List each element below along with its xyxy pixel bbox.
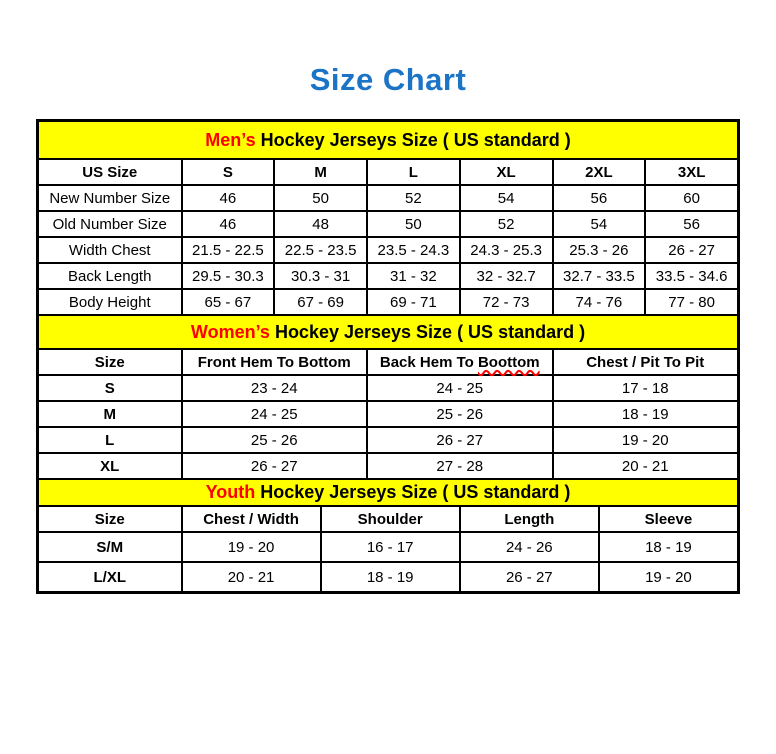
- table-cell: 19 - 20: [599, 562, 738, 592]
- table-cell: 25 - 26: [182, 427, 368, 453]
- table-cell: 26 - 27: [460, 562, 599, 592]
- table-cell: 18 - 19: [599, 532, 738, 562]
- table-cell: 24.3 - 25.3: [460, 237, 553, 263]
- table-cell: 19 - 20: [553, 427, 739, 453]
- table-cell: 50: [274, 185, 367, 211]
- table-cell: 16 - 17: [321, 532, 460, 562]
- table-cell: 46: [182, 185, 275, 211]
- table-cell: 23.5 - 24.3: [367, 237, 460, 263]
- mens-size-table: [37, 158, 739, 316]
- table-row: [38, 453, 738, 479]
- table-cell: 50: [367, 211, 460, 237]
- table-cell: 74 - 76: [553, 289, 646, 315]
- table-cell: 20 - 21: [553, 453, 739, 479]
- table-cell: 32 - 32.7: [460, 263, 553, 289]
- table-cell: 52: [367, 185, 460, 211]
- column-header: XL: [460, 159, 553, 185]
- table-cell: 60: [645, 185, 738, 211]
- table-row: [38, 375, 738, 401]
- table-cell: 22.5 - 23.5: [274, 237, 367, 263]
- table-row: [38, 562, 738, 592]
- table-cell: 26 - 27: [645, 237, 738, 263]
- mens-section: [37, 120, 739, 316]
- table-cell: 23 - 24: [182, 375, 368, 401]
- table-row: [38, 427, 738, 453]
- table-cell: 69 - 71: [367, 289, 460, 315]
- column-header: 3XL: [645, 159, 738, 185]
- column-header: S: [182, 159, 275, 185]
- table-row: [38, 532, 738, 562]
- row-label: XL: [38, 453, 182, 479]
- row-label: L: [38, 427, 182, 453]
- table-cell: 67 - 69: [274, 289, 367, 315]
- womens-banner-text: Hockey Jerseys Size ( US standard ): [269, 321, 586, 342]
- column-header: Back Hem To Boottom: [367, 349, 553, 375]
- column-header: 2XL: [553, 159, 646, 185]
- table-cell: 29.5 - 30.3: [182, 263, 275, 289]
- column-header: Chest / Width: [182, 506, 321, 532]
- page-title: Size Chart: [309, 62, 467, 97]
- column-header: Shoulder: [321, 506, 460, 532]
- youth-section-banner: [37, 478, 739, 507]
- table-row: [38, 263, 738, 289]
- table-cell: 19 - 20: [182, 532, 321, 562]
- table-cell: 26 - 27: [367, 427, 553, 453]
- table-cell: 24 - 26: [460, 532, 599, 562]
- header-row: [38, 159, 738, 185]
- table-cell: 72 - 73: [460, 289, 553, 315]
- column-header: Sleeve: [599, 506, 738, 532]
- table-cell: 32.7 - 33.5: [553, 263, 646, 289]
- table-cell: 77 - 80: [645, 289, 738, 315]
- table-cell: 21.5 - 22.5: [182, 237, 275, 263]
- row-label: Back Length: [38, 263, 182, 289]
- youth-section: [37, 478, 739, 593]
- table-row: [38, 237, 738, 263]
- row-label: Body Height: [38, 289, 182, 315]
- column-header: Size: [38, 506, 182, 532]
- table-row: [38, 211, 738, 237]
- column-header: Chest / Pit To Pit: [553, 349, 739, 375]
- table-cell: 65 - 67: [182, 289, 275, 315]
- column-header: M: [274, 159, 367, 185]
- table-cell: 18 - 19: [553, 401, 739, 427]
- table-cell: 18 - 19: [321, 562, 460, 592]
- misspelled-word: Boottom: [477, 353, 540, 371]
- table-row: [38, 289, 738, 315]
- table-cell: 52: [460, 211, 553, 237]
- size-chart: [36, 119, 740, 594]
- youth-banner-highlight: Youth: [205, 482, 256, 502]
- row-label: M: [38, 401, 182, 427]
- row-label: S/M: [38, 532, 182, 562]
- table-cell: 54: [553, 211, 646, 237]
- youth-banner-text: Hockey Jerseys Size ( US standard ): [255, 482, 571, 502]
- header-row: [38, 349, 738, 375]
- table-cell: 25 - 26: [367, 401, 553, 427]
- table-cell: 25.3 - 26: [553, 237, 646, 263]
- table-cell: 56: [645, 211, 738, 237]
- table-cell: 33.5 - 34.6: [645, 263, 738, 289]
- mens-banner-text: Hockey Jerseys Size ( US standard ): [255, 129, 571, 150]
- row-label: New Number Size: [38, 185, 182, 211]
- table-cell: 27 - 28: [367, 453, 553, 479]
- womens-size-table: [37, 348, 739, 480]
- table-cell: 20 - 21: [182, 562, 321, 592]
- column-header: Size: [38, 349, 182, 375]
- womens-section-banner: [37, 314, 739, 350]
- table-cell: 26 - 27: [182, 453, 368, 479]
- table-row: [38, 401, 738, 427]
- column-header: US Size: [38, 159, 182, 185]
- table-cell: 56: [553, 185, 646, 211]
- mens-section-banner: [37, 120, 739, 160]
- table-cell: 46: [182, 211, 275, 237]
- column-header: Front Hem To Bottom: [182, 349, 368, 375]
- table-cell: 54: [460, 185, 553, 211]
- row-label: S: [38, 375, 182, 401]
- youth-size-table: [37, 505, 739, 593]
- row-label: Width Chest: [38, 237, 182, 263]
- womens-section: [37, 314, 739, 480]
- table-cell: 48: [274, 211, 367, 237]
- mens-banner-highlight: Men’s: [205, 129, 256, 150]
- row-label: Old Number Size: [38, 211, 182, 237]
- table-cell: 30.3 - 31: [274, 263, 367, 289]
- table-cell: 17 - 18: [553, 375, 739, 401]
- column-header: L: [367, 159, 460, 185]
- header-row: [38, 506, 738, 532]
- table-cell: 24 - 25: [367, 375, 553, 401]
- column-header: Length: [460, 506, 599, 532]
- womens-banner-highlight: Women’s: [190, 321, 270, 342]
- table-cell: 24 - 25: [182, 401, 368, 427]
- table-cell: 31 - 32: [367, 263, 460, 289]
- row-label: L/XL: [38, 562, 182, 592]
- table-row: [38, 185, 738, 211]
